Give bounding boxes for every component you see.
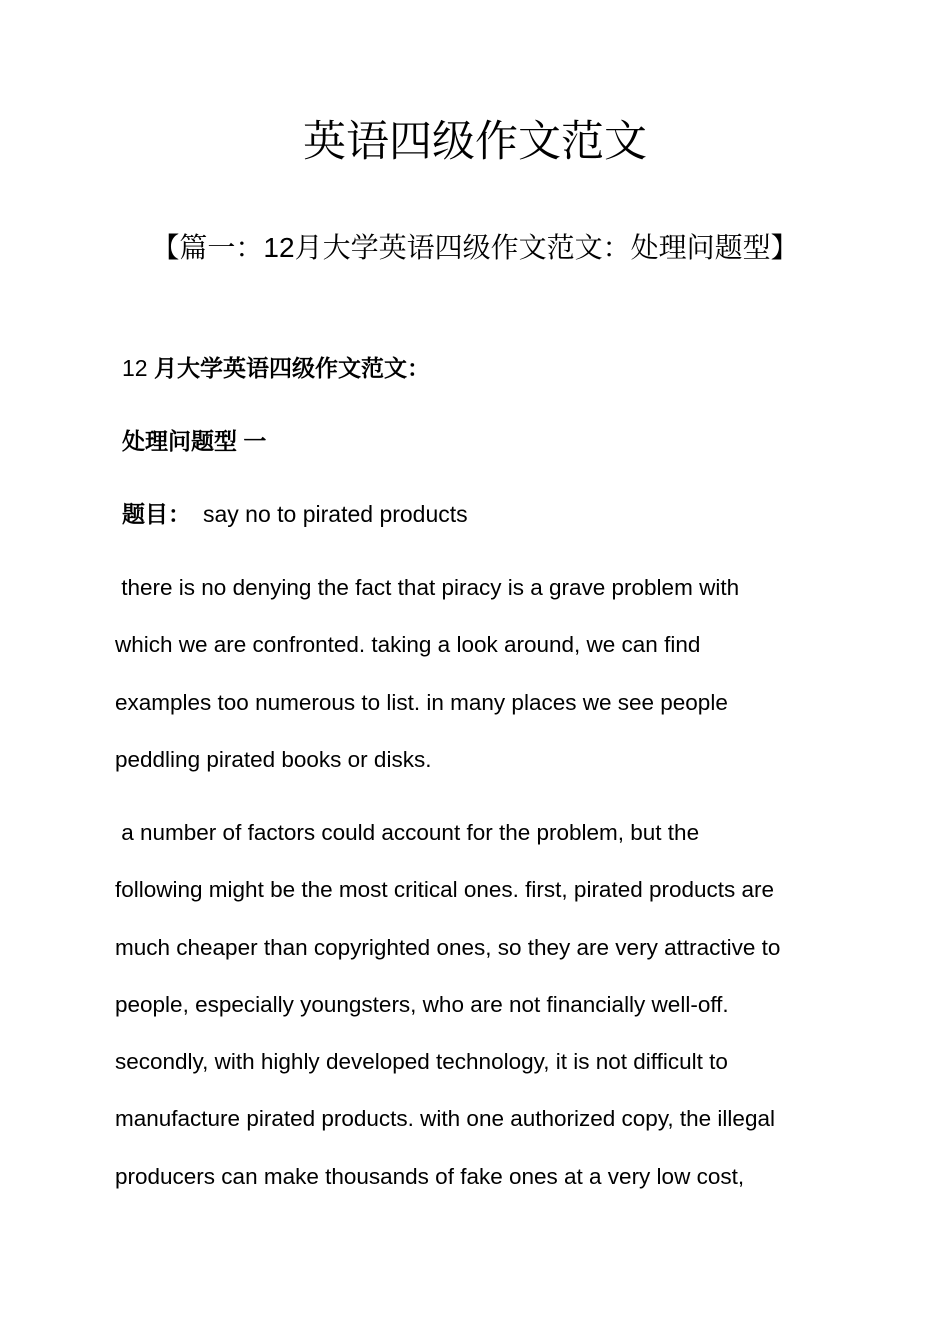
paragraph-2 xyxy=(115,804,835,1205)
section-label xyxy=(122,425,266,457)
subheading-number: 12 xyxy=(122,355,148,381)
paragraph-line: peddling pirated books or disks. xyxy=(115,746,432,772)
paragraph-line: a number of factors could account for the problem, but the xyxy=(115,820,700,845)
subheading-text: 月大学英语四级作文范文： xyxy=(153,355,430,381)
section-label-text: 处理问题型 一 xyxy=(122,428,267,454)
subheading xyxy=(122,352,430,384)
paragraph-line: much cheaper than copyrighted ones, so they are very attractive to xyxy=(115,934,781,960)
paragraph-line: which we are confronted. taking a look around, we can find xyxy=(115,632,701,658)
chapter-heading: 【篇一：12月大学英语四级作文范文：处理问题型】 xyxy=(151,232,799,263)
paragraph-line: following might be the most critical ones. first, pirated products are xyxy=(115,877,775,903)
topic-line xyxy=(122,498,468,530)
topic-value: say no to pirated products xyxy=(203,501,468,527)
paragraph-line: there is no denying the fact that piracy is a grave problem with xyxy=(115,575,740,600)
paragraph-1 xyxy=(115,559,835,788)
paragraph-line: examples too numerous to list. in many places we see people xyxy=(115,689,728,715)
paragraph-line: manufacture pirated products. with one authorized copy, the illegal xyxy=(115,1106,775,1132)
paragraph-line: producers can make thousands of fake ones at a very low cost, xyxy=(115,1163,745,1189)
paragraph-line: secondly, with highly developed technology, it is not difficult to xyxy=(115,1049,728,1075)
paragraph-line: people, especially youngsters, who are not financially well-off. xyxy=(115,991,729,1017)
topic-label: 题目： xyxy=(122,501,191,527)
document-title: 英语四级作文范文 xyxy=(303,118,647,166)
